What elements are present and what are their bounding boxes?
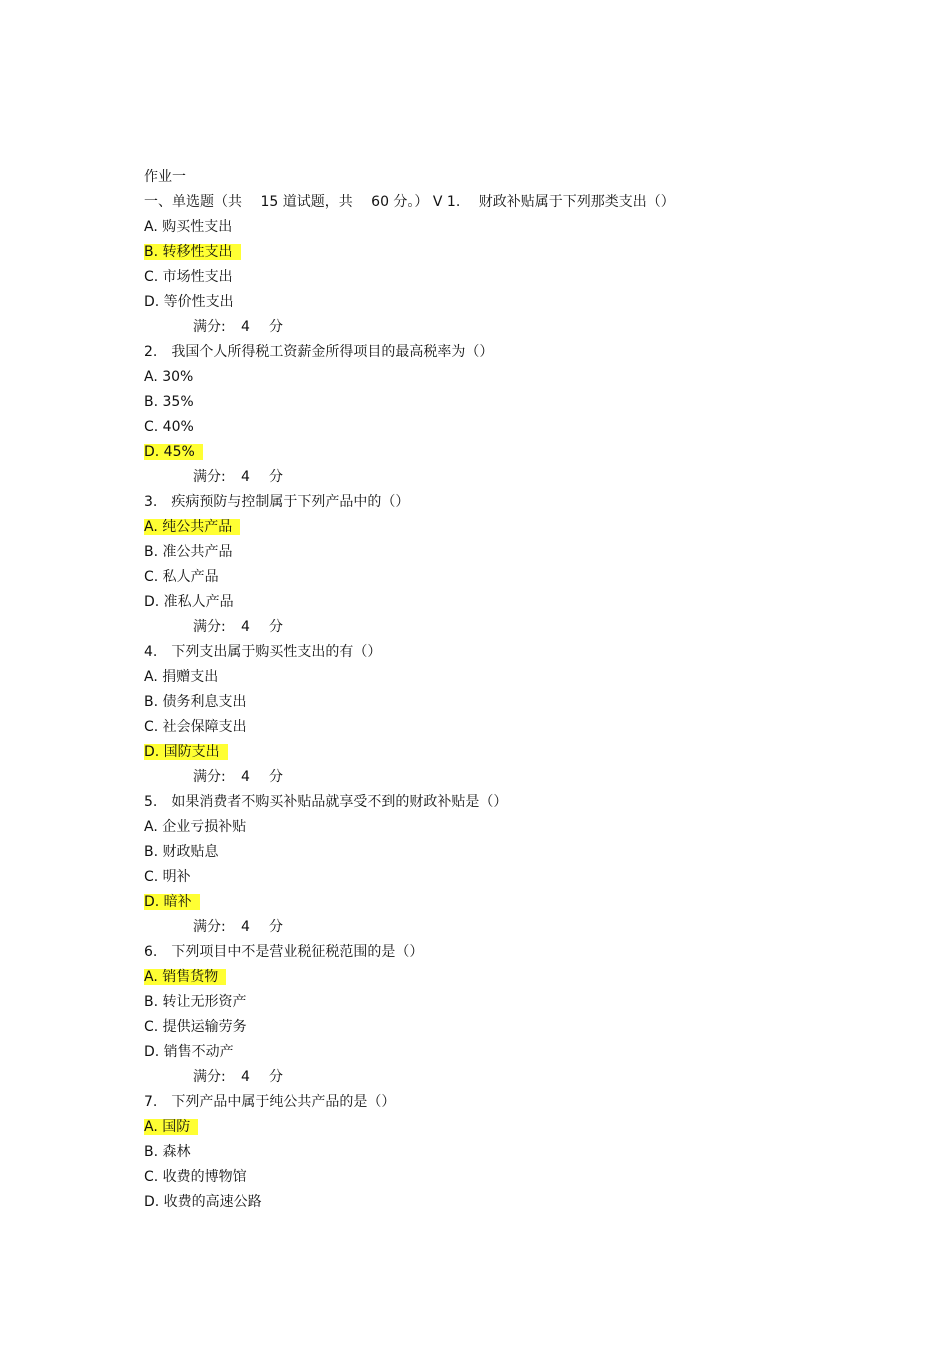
option-5a: A. 企业亏损补贴: [144, 819, 247, 835]
option-1a: A. 购买性支出: [144, 219, 233, 235]
question-7-stem: 7. 下列产品中属于纯公共产品的是（）: [144, 1094, 396, 1110]
score-line: 满分: 4 分: [193, 319, 283, 335]
option-1b-answer: B. 转移性支出: [144, 244, 241, 260]
option-6d: D. 销售不动产: [144, 1044, 234, 1060]
question-3-stem: 3. 疾病预防与控制属于下列产品中的（）: [144, 494, 410, 510]
option-6b: B. 转让无形资产: [144, 994, 247, 1010]
section-header: 一、单选题（共 15 道试题，共 60 分。） V 1. 财政补贴属于下列那类支出（）: [144, 194, 675, 210]
score-line: 满分: 4 分: [193, 469, 283, 485]
option-4d-answer: D. 国防支出: [144, 744, 228, 760]
option-2c: C. 40%: [144, 419, 194, 435]
option-5b: B. 财政贴息: [144, 844, 219, 860]
option-3b: B. 准公共产品: [144, 544, 233, 560]
option-3c: C. 私人产品: [144, 569, 219, 585]
option-7c: C. 收费的博物馆: [144, 1169, 247, 1185]
option-5d-answer: D. 暗补: [144, 894, 200, 910]
question-5-stem: 5. 如果消费者不购买补贴品就享受不到的财政补贴是（）: [144, 794, 508, 810]
question-6-stem: 6. 下列项目中不是营业税征税范围的是（）: [144, 944, 424, 960]
option-2a: A. 30%: [144, 369, 194, 385]
score-line: 满分: 4 分: [193, 769, 283, 785]
option-1c: C. 市场性支出: [144, 269, 233, 285]
option-6c: C. 提供运输劳务: [144, 1019, 247, 1035]
option-3d: D. 准私人产品: [144, 594, 234, 610]
option-2b: B. 35%: [144, 394, 194, 410]
option-5c: C. 明补: [144, 869, 191, 885]
option-4c: C. 社会保障支出: [144, 719, 247, 735]
option-7d: D. 收费的高速公路: [144, 1194, 262, 1210]
document-title: 作业一: [144, 169, 186, 185]
option-7a-answer: A. 国防: [144, 1119, 198, 1135]
option-1d: D. 等价性支出: [144, 294, 234, 310]
option-3a-answer: A. 纯公共产品: [144, 519, 240, 535]
score-line: 满分: 4 分: [193, 1069, 283, 1085]
question-2-stem: 2. 我国个人所得税工资薪金所得项目的最高税率为（）: [144, 344, 494, 360]
score-line: 满分: 4 分: [193, 919, 283, 935]
option-4a: A. 捐赠支出: [144, 669, 219, 685]
option-6a-answer: A. 销售货物: [144, 969, 226, 985]
option-7b: B. 森林: [144, 1144, 191, 1160]
score-line: 满分: 4 分: [193, 619, 283, 635]
option-4b: B. 债务利息支出: [144, 694, 247, 710]
option-2d-answer: D. 45%: [144, 444, 203, 460]
question-4-stem: 4. 下列支出属于购买性支出的有（）: [144, 644, 382, 660]
